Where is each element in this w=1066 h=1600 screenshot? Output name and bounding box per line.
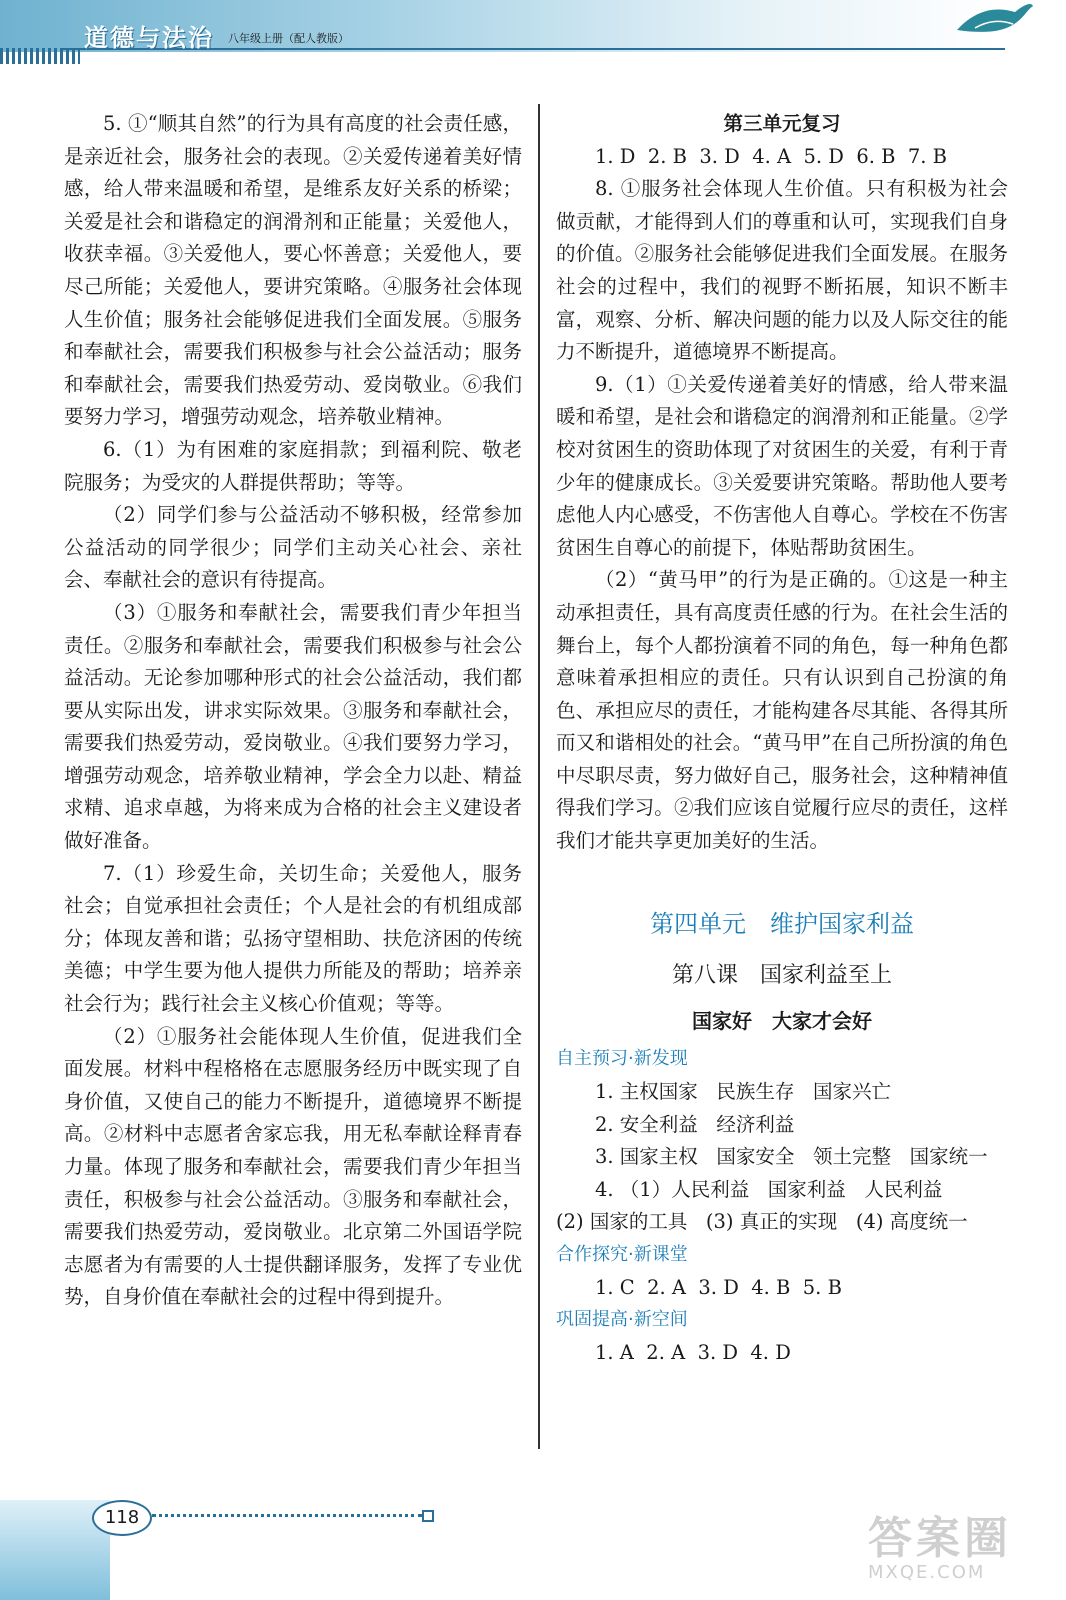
answer-paragraph: （2）①服务社会能体现人生价值，促进我们全面发展。材料中程格格在志愿服务经历中既实现了自身价值，又使自己的能力不断提升，道德境界不断提高。②材料中志愿者舍家忘我，用无私奉献诠释青春力量。体现了服务和奉献社会，需要我们青少年担当责任，积极参与社会公益活动。③服务和奉献社会，需要我们热爱劳动，爱岗敬业。北京第二外国语学院志愿者为有需要的人士提供翻译服务，发挥了专业优势，自身价值在奉献社会的过程中得到提升。 bbox=[64, 1024, 522, 1309]
right-column bbox=[556, 108, 1008, 1369]
answer-line: 1. A 2. A 3. D 4. D bbox=[595, 1340, 791, 1364]
footer-square-icon bbox=[422, 1510, 434, 1522]
answer-line: 1. C 2. A 3. D 4. B 5. B bbox=[595, 1275, 842, 1299]
review-answer: （2）“黄马甲”的行为是正确的。①这是一种主动承担责任，具有高度责任感的行为。在社会生活的舞台上，每个人都扮演着不同的角色，每一种角色都意味着承担相应的责任。只有认识到自己扮演的角色、承担应尽的责任，才能构建各尽其能、各得其所而又和谐相处的社会。“黄马甲”在自己所扮演的角色中尽职尽责，努力做好自己，服务社会，这种精神值得我们学习。②我们应该自觉履行应尽的责任，这样我们才能共享更加美好的生活。 bbox=[556, 568, 1008, 853]
section-label-preview: 自主预习·新发现 bbox=[556, 1048, 688, 1070]
page-footer bbox=[0, 1470, 1066, 1600]
answer-paragraph: 7.（1）珍爱生命，关切生命；关爱他人，服务社会；自觉承担社会责任；个人是社会的有机组成部分；体现友善和谐；弘扬守望相助、扶危济困的传统美德；中学生要为他人提供力所能及的帮助；培养亲社会行为；践行社会主义核心价值观；等等。 bbox=[64, 861, 522, 1016]
answer-line: 2. 安全利益 经济利益 bbox=[595, 1112, 795, 1136]
review-multiple-choice: 1. D 2. B 3. D 4. A 5. D 6. B 7. B bbox=[595, 144, 947, 168]
answer-line: (2) 国家的工具 (3) 真正的实现 (4) 高度统一 bbox=[556, 1210, 968, 1234]
answer-line: 3. 国家主权 国家安全 领土完整 国家统一 bbox=[595, 1145, 988, 1169]
section-label-consolidate: 巩固提高·新空间 bbox=[556, 1309, 688, 1331]
unit-title: 第四单元 维护国家利益 bbox=[650, 909, 914, 938]
answer-paragraph: 5. ①“顺其自然”的行为具有高度的社会责任感，是亲近社会，服务社会的表现。②关爱传递着美好情感，给人带来温暖和希望，是维系友好关系的桥梁；关爱是社会和谐稳定的润滑剂和正能量；关爱他人，收获幸福。③关爱他人，要心怀善意；关爱他人，要尽己所能；关爱他人，要讲究策略。④服务社会体现人生价值；服务社会能够促进我们全面发展。⑤服务和奉献社会，需要我们积极参与社会公益活动；服务和奉献社会，需要我们热爱劳动、爱岗敬业。⑥我们要努力学习，增强劳动观念，培养敬业精神。 bbox=[64, 112, 522, 429]
book-subtitle: 八年级上册（配人教版） bbox=[228, 32, 349, 45]
page-number: 118 bbox=[92, 1500, 152, 1536]
answer-line: 4. （1）人民利益 国家利益 人民利益 bbox=[595, 1177, 943, 1201]
review-answer: 9.（1）①关爱传递着美好的情感，给人带来温暖和希望，是社会和谐稳定的润滑剂和正能量。②学校对贫困生的资助体现了对贫困生的关爱，有利于青少年的健康成长。③关爱要讲究策略。帮助他人要考虑他人内心感受，不伤害他人自尊心。学校在不伤害贫困生自尊心的前提下，体贴帮助贫困生。 bbox=[556, 372, 1008, 559]
watermark-url: MXQE.COM bbox=[868, 1562, 986, 1583]
watermark-logo bbox=[868, 1502, 1058, 1592]
column-divider bbox=[538, 104, 540, 1449]
page-header bbox=[0, 0, 1066, 70]
footer-dotted-line bbox=[152, 1514, 422, 1517]
review-answer: 8. ①服务社会体现人生价值。只有积极为社会做贡献，才能得到人们的尊重和认可，实现我们自身的价值。②服务社会能够促进我们全面发展。在服务社会的过程中，我们的视野不断拓展，知识不断丰富，观察、分析、解决问题的能力以及人际交往的能力不断提升，道德境界不断提高。 bbox=[556, 177, 1008, 364]
header-ticks bbox=[0, 48, 80, 64]
book-title: 道德与法治 bbox=[84, 24, 214, 52]
answer-paragraph: 6.（1）为有困难的家庭捐款；到福利院、敬老院服务；为受灾的人群提供帮助；等等。 bbox=[64, 437, 522, 494]
answer-paragraph: （3）①服务和奉献社会，需要我们青少年担当责任。②服务和奉献社会，需要我们积极参与社会公益活动。无论参加哪种形式的社会公益活动，我们都要从实际出发，讲求实际效果。③服务和奉献社会，需要我们热爱劳动，爱岗敬业。④我们要努力学习，增强劳动观念，培养敬业精神，学会全力以赴、精益求精、追求卓越，为将来成为合格的社会主义建设者做好准备。 bbox=[64, 600, 522, 853]
bird-logo-icon bbox=[955, 0, 1035, 46]
answer-line: 1. 主权国家 民族生存 国家兴亡 bbox=[595, 1080, 891, 1104]
section-label-explore: 合作探究·新课堂 bbox=[556, 1244, 688, 1265]
topic-title: 国家好 大家才会好 bbox=[692, 1008, 872, 1033]
lesson-title: 第八课 国家利益至上 bbox=[671, 963, 892, 989]
left-column bbox=[64, 108, 522, 1314]
answer-paragraph: （2）同学们参与公益活动不够积极，经常参加公益活动的同学很少；同学们主动关心社会、亲社会、奉献社会的意识有待提高。 bbox=[64, 503, 522, 592]
review-title: 第三单元复习 bbox=[723, 112, 841, 135]
watermark-text: 答案圈 bbox=[868, 1513, 1012, 1564]
